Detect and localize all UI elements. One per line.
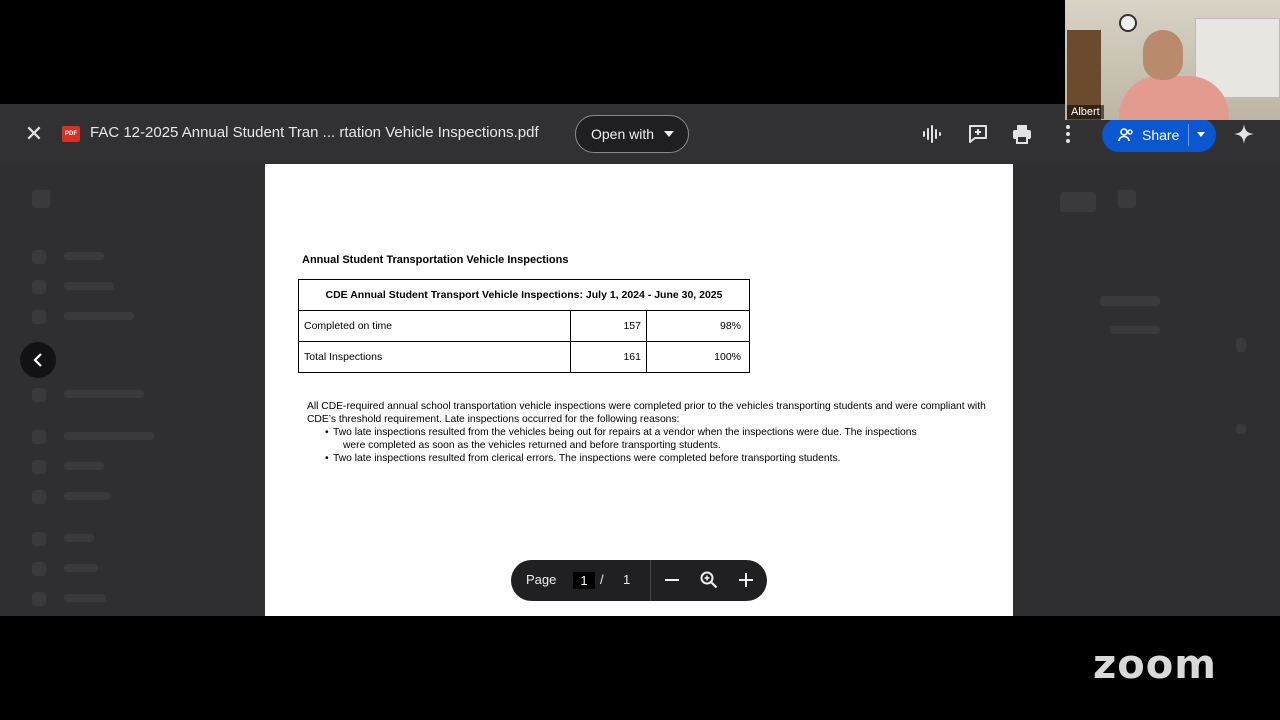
ghost-text bbox=[64, 534, 94, 542]
ghost-text bbox=[1110, 326, 1160, 334]
add-comment-icon[interactable] bbox=[966, 122, 990, 146]
more-vert-icon[interactable] bbox=[1056, 122, 1080, 146]
ghost-icon bbox=[32, 532, 46, 546]
row-percent: 98% bbox=[647, 311, 750, 342]
table-row bbox=[299, 342, 750, 373]
table-header-row bbox=[299, 280, 750, 311]
chevron-down-icon bbox=[664, 131, 674, 137]
zoom-logo: zoom bbox=[1093, 642, 1217, 688]
gemini-spark-icon[interactable] bbox=[1232, 122, 1256, 146]
ghost-text bbox=[64, 462, 104, 470]
share-divider bbox=[1188, 124, 1189, 146]
table-header: CDE Annual Student Transport Vehicle Inspections: July 1, 2024 - June 30, 2025 bbox=[299, 280, 750, 311]
wall-clock bbox=[1119, 14, 1137, 32]
ghost-icon bbox=[32, 592, 46, 606]
pdf-file-icon bbox=[62, 126, 80, 142]
ghost-icon bbox=[1118, 190, 1136, 208]
table-row bbox=[299, 311, 750, 342]
ghost-icon bbox=[32, 460, 46, 474]
audio-waveform-icon[interactable] bbox=[920, 122, 944, 146]
ghost-icon bbox=[32, 388, 46, 402]
minus-icon[interactable] bbox=[659, 567, 685, 593]
ghost-text bbox=[64, 252, 104, 260]
people-icon bbox=[1118, 128, 1134, 142]
ghost-plus-icon bbox=[32, 190, 50, 208]
bullet-line-continued: were completed as soon as the vehicles returned and before transporting students. bbox=[343, 440, 721, 451]
ghost-icon bbox=[32, 310, 46, 324]
participant-head bbox=[1143, 30, 1183, 80]
ghost-text bbox=[64, 282, 114, 290]
row-count: 157 bbox=[571, 311, 647, 342]
print-icon[interactable] bbox=[1010, 122, 1034, 146]
current-page-input[interactable]: 1 bbox=[573, 572, 595, 589]
chevron-left-icon[interactable] bbox=[20, 342, 56, 378]
document-heading: Annual Student Transportation Vehicle Inspections bbox=[302, 254, 569, 266]
total-pages: 1 bbox=[623, 572, 631, 587]
ghost-text bbox=[64, 432, 154, 440]
pdf-badge-label: PDF bbox=[65, 131, 77, 137]
ghost-icon bbox=[32, 490, 46, 504]
share-label: Share bbox=[1142, 127, 1180, 143]
row-label: Total Inspections bbox=[299, 342, 571, 373]
nav-divider bbox=[650, 560, 651, 601]
zoom-icon[interactable] bbox=[696, 567, 722, 593]
open-with-label: Open with bbox=[591, 126, 655, 142]
file-title: FAC 12-2025 Annual Student Tran ... rtation Vehicle Inspections.pdf bbox=[90, 124, 539, 141]
chevron-down-icon[interactable] bbox=[1197, 132, 1205, 137]
participant-video[interactable] bbox=[1065, 0, 1280, 120]
ghost-text bbox=[64, 594, 106, 602]
ghost-text bbox=[64, 492, 110, 500]
document-paragraph: All CDE-required annual school transportation vehicle inspections were completed prior to the vehicles transporting students and were compliant with CDE’s threshold requirement. Late inspections occurred for the following reasons: bbox=[307, 401, 986, 425]
page-separator: / bbox=[600, 572, 604, 587]
open-with-button[interactable] bbox=[575, 115, 689, 153]
inspections-table bbox=[298, 279, 750, 373]
ghost-text bbox=[64, 312, 134, 320]
ghost-icon bbox=[1236, 424, 1246, 434]
ghost-text bbox=[64, 390, 144, 398]
pdf-page bbox=[265, 164, 1013, 616]
row-count: 161 bbox=[571, 342, 647, 373]
page-navigation bbox=[511, 560, 767, 601]
plus-icon[interactable] bbox=[733, 567, 759, 593]
page-label: Page bbox=[526, 572, 557, 587]
ghost-icon bbox=[32, 562, 46, 576]
ghost-icon bbox=[1060, 192, 1096, 212]
ghost-icon bbox=[32, 280, 46, 294]
row-label: Completed on time bbox=[299, 311, 571, 342]
close-icon[interactable]: ✕ bbox=[24, 121, 44, 146]
share-button[interactable] bbox=[1102, 118, 1216, 152]
list-item bbox=[325, 452, 985, 465]
list-item bbox=[325, 426, 985, 452]
participant-name: Albert bbox=[1067, 105, 1104, 119]
ghost-text bbox=[1100, 296, 1160, 306]
bullet-line: Two late inspections resulted from clerical errors. The inspections were completed before transporting students. bbox=[333, 453, 841, 464]
ghost-icon bbox=[32, 430, 46, 444]
ghost-icon bbox=[1236, 338, 1246, 352]
ghost-text bbox=[64, 564, 98, 572]
row-percent: 100% bbox=[647, 342, 750, 373]
reasons-list bbox=[325, 426, 985, 465]
bullet-line: Two late inspections resulted from the vehicles being out for repairs at a vendor when the inspections were due. The inspections bbox=[333, 427, 917, 438]
ghost-home-icon bbox=[32, 250, 46, 264]
